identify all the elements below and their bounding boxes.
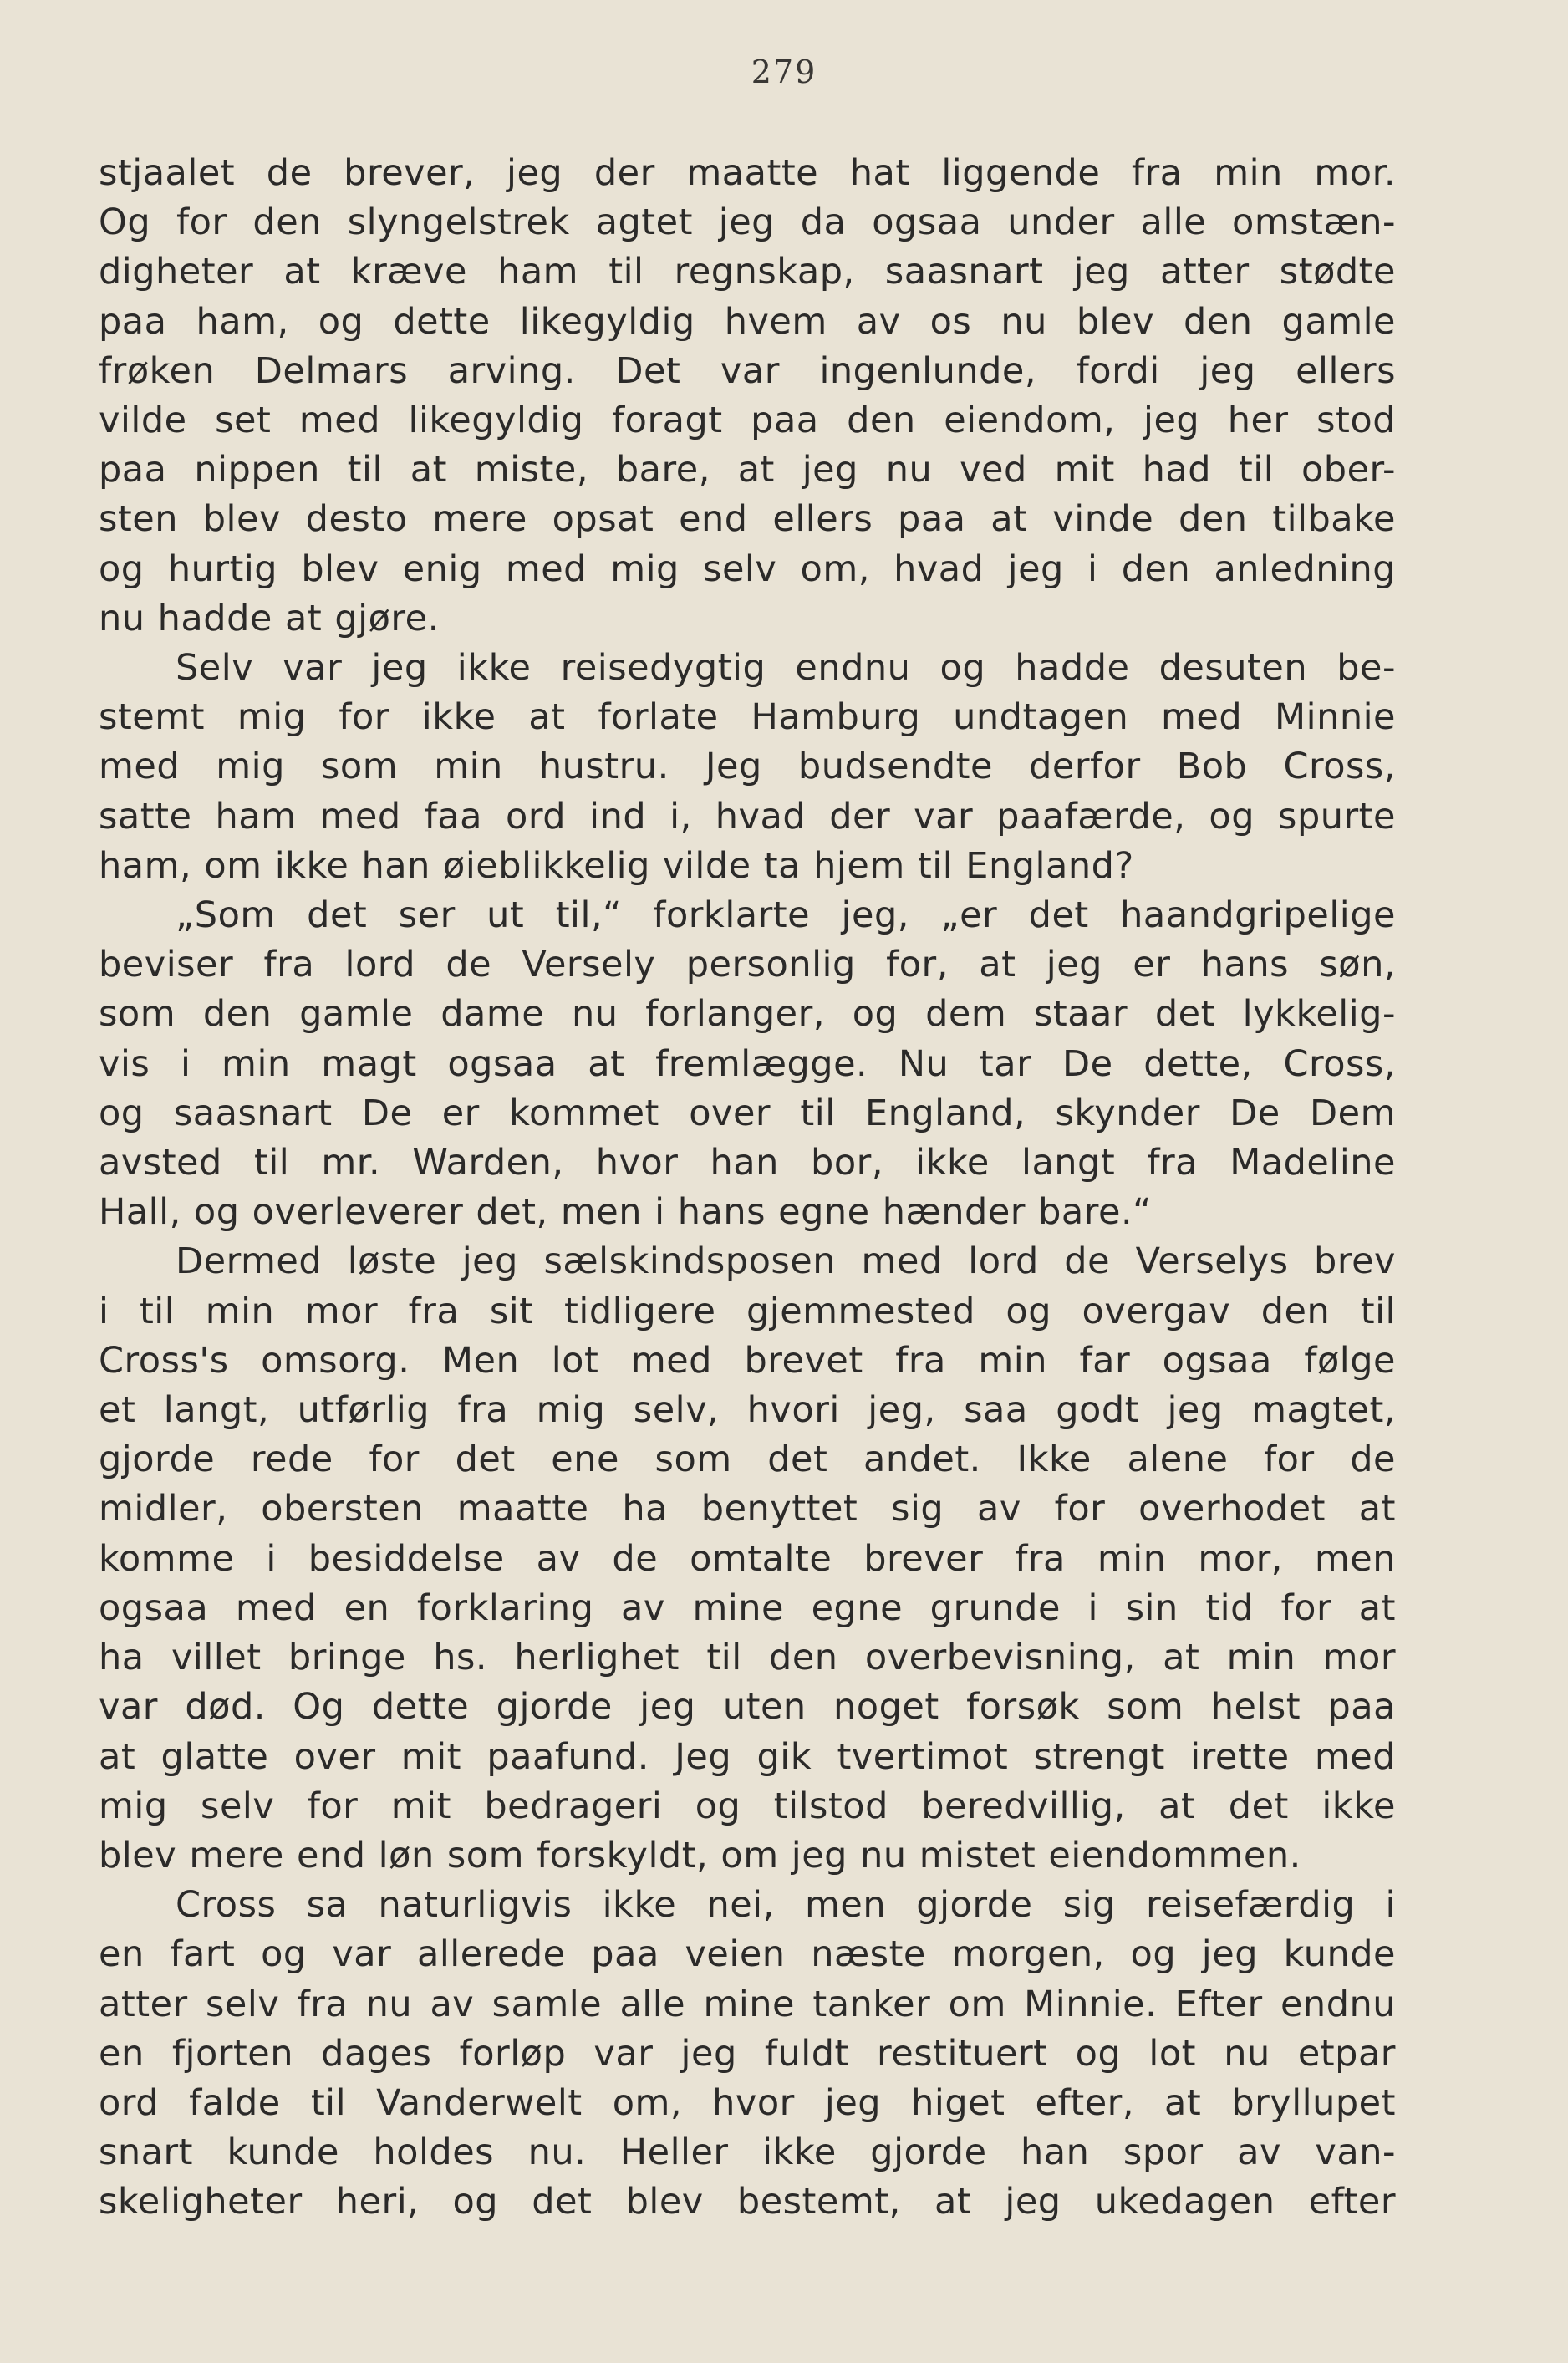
body-text: [99, 149, 1396, 2228]
text-line: en fjorten dages forløp var jeg fuldt restituert og lot nu etpar: [99, 2032, 1396, 2075]
text-line: „Som det ser ut til,“ forklarte jeg, „er det haandgripelige: [176, 894, 1396, 937]
paragraph-3: [99, 891, 1396, 1237]
text-line: avsted til mr. Warden, hvor han bor, ikke langt fra Madeline: [99, 1142, 1396, 1184]
text-line: paa nippen til at miste, bare, at jeg nu ved mit had til ober-: [99, 449, 1396, 491]
text-line: stemt mig for ikke at forlate Hamburg undtagen med Minnie: [99, 696, 1396, 739]
text-line: atter selv fra nu av samle alle mine tanker om Minnie. Efter endnu: [99, 1983, 1396, 2025]
paragraph-5: [99, 1881, 1396, 2227]
text-line: vilde set med likegyldig foragt paa den eiendom, jeg her stod: [99, 400, 1396, 442]
text-line: komme i besiddelse av de omtalte brever fra min mor, men: [99, 1537, 1396, 1580]
text-line: et langt, utførlig fra mig selv, hvori jeg, saa godt jeg magtet,: [99, 1389, 1396, 1432]
text-line: blev mere end løn som forskyldt, om jeg nu mistet eiendommen.: [99, 1834, 1301, 1877]
text-line: snart kunde holdes nu. Heller ikke gjorde han spor av van-: [99, 2131, 1396, 2174]
text-line: midler, obersten maatte ha benyttet sig av for overhodet at: [99, 1488, 1396, 1530]
text-line: Hall, og overleverer det, men i hans egne hænder bare.“: [99, 1191, 1152, 1234]
text-line: digheter at kræve ham til regnskap, saasnart jeg atter stødte: [99, 251, 1396, 293]
text-line: Dermed løste jeg sælskindsposen med lord de Verselys brev: [176, 1240, 1396, 1283]
text-line: beviser fra lord de Versely personlig for, at jeg er hans søn,: [99, 944, 1396, 986]
text-line: i til min mor fra sit tidligere gjemmested og overgav den til: [99, 1290, 1396, 1332]
text-line: ham, om ikke han øieblikkelig vilde ta hjem til England?: [99, 844, 1134, 887]
text-line: gjorde rede for det ene som det andet. Ikke alene for de: [99, 1439, 1396, 1481]
text-line: som den gamle dame nu forlanger, og dem staar det lykkelig-: [99, 993, 1396, 1036]
text-line: stjaalet de brever, jeg der maatte hat liggende fra min mor.: [99, 152, 1396, 194]
paragraph-2: [99, 644, 1396, 891]
text-line: ha villet bringe hs. herlighet til den overbevisning, at min mor: [99, 1637, 1396, 1679]
text-line: ord falde til Vanderwelt om, hvor jeg higet efter, at bryllupet: [99, 2081, 1396, 2124]
paragraph-4: [99, 1237, 1396, 1881]
paragraph-1: [99, 149, 1396, 644]
text-line: ogsaa med en forklaring av mine egne grunde i sin tid for at: [99, 1586, 1396, 1629]
text-line: og hurtig blev enig med mig selv om, hvad jeg i den anledning: [99, 547, 1396, 590]
text-line: sten blev desto mere opsat end ellers paa at vinde den tilbake: [99, 498, 1396, 541]
text-line: vis i min magt ogsaa at fremlægge. Nu tar De dette, Cross,: [99, 1042, 1396, 1085]
text-line: frøken Delmars arving. Det var ingenlunde, fordi jeg ellers: [99, 349, 1396, 392]
text-line: Cross sa naturligvis ikke nei, men gjorde sig reisefærdig i: [176, 1884, 1396, 1927]
text-line: og saasnart De er kommet over til England, skynder De Dem: [99, 1092, 1396, 1134]
text-line: Selv var jeg ikke reisedygtig endnu og hadde desuten be-: [176, 647, 1396, 690]
text-line: Cross's omsorg. Men lot med brevet fra min far ogsaa følge: [99, 1339, 1396, 1382]
text-line: nu hadde at gjøre.: [99, 597, 440, 639]
text-line: at glatte over mit paafund. Jeg gik tvertimot strengt irette med: [99, 1735, 1396, 1778]
text-line: en fart og var allerede paa veien næste morgen, og jeg kunde: [99, 1933, 1396, 1976]
text-line: med mig som min hustru. Jeg budsendte derfor Bob Cross,: [99, 746, 1396, 788]
text-line: Og for den slyngelstrek agtet jeg da ogsaa under alle omstæn-: [99, 201, 1396, 244]
text-line: skeligheter heri, og det blev bestemt, at jeg ukedagen efter: [99, 2181, 1396, 2223]
page-number: 279: [751, 53, 817, 90]
text-line: var død. Og dette gjorde jeg uten noget forsøk som helst paa: [99, 1686, 1396, 1729]
text-line: paa ham, og dette likegyldig hvem av os nu blev den gamle: [99, 300, 1396, 343]
text-line: satte ham med faa ord ind i, hvad der var paafærde, og spurte: [99, 795, 1396, 838]
text-line: mig selv for mit bedrageri og tilstod beredvillig, at det ikke: [99, 1785, 1396, 1827]
